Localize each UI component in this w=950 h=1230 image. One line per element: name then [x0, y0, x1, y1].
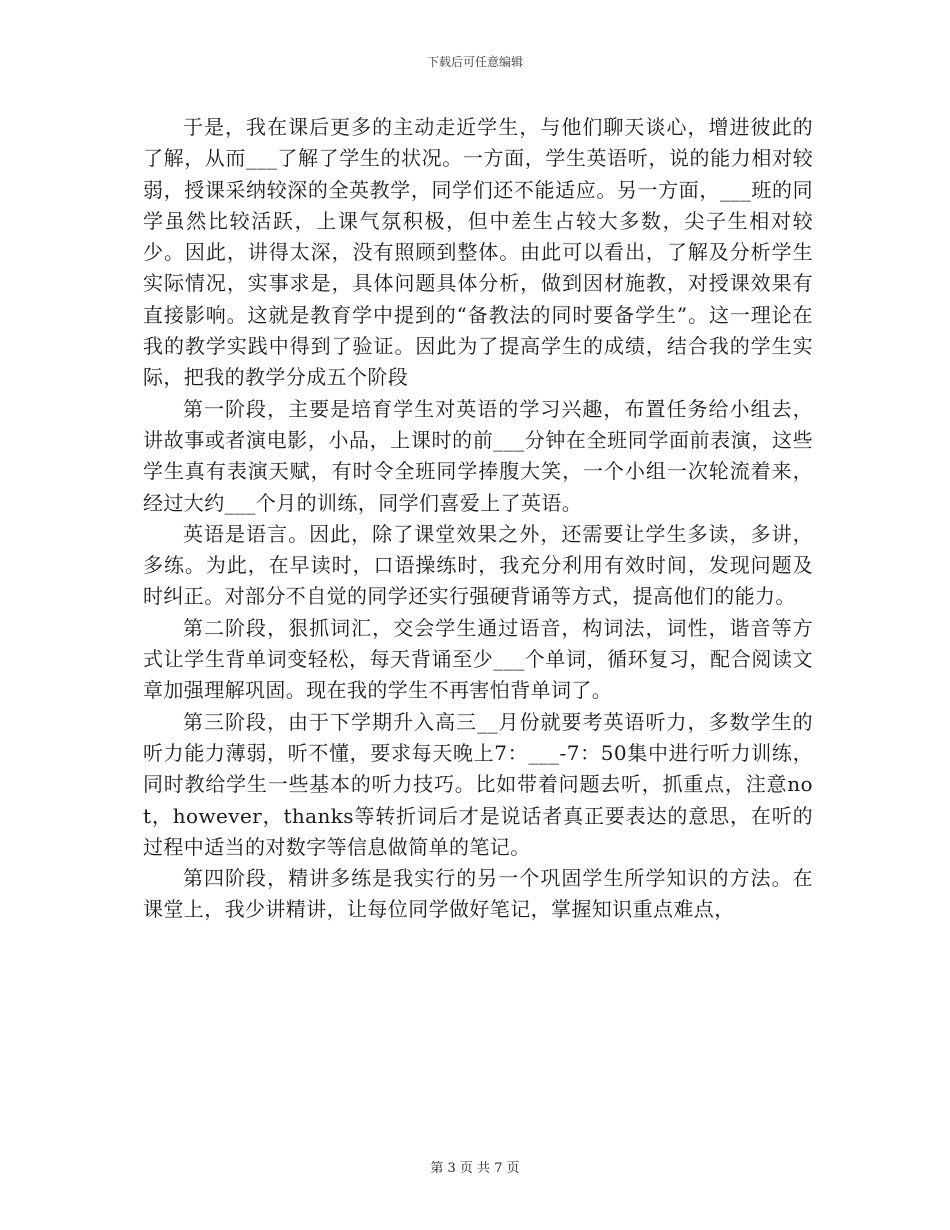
document-body	[143, 112, 813, 926]
page-header: 下载后可任意编辑	[426, 55, 523, 69]
paragraph: 英语是语言。因此，除了课堂效果之外，还需要让学生多读，多讲，多练。为此，在早读时，口语操练时，我充分利用有效时间，发现问题及时纠正。对部分不自觉的同学还实行强硬背诵等方式，提高他们的能力。	[143, 521, 813, 609]
page-number-footer: 第 3 页 共 7 页	[430, 1161, 520, 1176]
paragraph: 第四阶段，精讲多练是我实行的另一个巩固学生所学知识的方法。在课堂上，我少讲精讲，让每位同学做好笔记，掌握知识重点难点，	[143, 866, 813, 922]
paragraph: 第二阶段，狠抓词汇，交会学生通过语音，构词法，词性，谐音等方式让学生背单词变轻松，每天背诵至少___个单词，循环复习，配合阅读文章加强理解巩固。现在我的学生不再害怕背单词了。	[143, 615, 813, 703]
paragraph: 第三阶段，由于下学期升入高三__月份就要考英语听力，多数学生的听力能力薄弱，听不懂，要求每天晚上7：___-7：50集中进行听力训练，同时教给学生一些基本的听力技巧。比如带着问题去听，抓重点，注意not，however，thanks等转折词后才是说话者真正要表达的意思，在听的过程中适当的对数字等信息做简单的笔记。	[143, 709, 813, 859]
paragraph: 于是，我在课后更多的主动走近学生，与他们聊天谈心，增进彼此的了解，从而___了解了学生的状况。一方面，学生英语听，说的能力相对较弱，授课采纳较深的全英教学，同学们还不能适应。另一方面，___班的同学虽然比较活跃，上课气氛积极，但中差生占较大多数，尖子生相对较少。因此，讲得太深，没有照顾到整体。由此可以看出，了解及分析学生实际情况，实事求是，具体问题具体分析，做到因材施教，对授课效果有直接影响。这就是教育学中提到的“备教法的同时要备学生”。这一理论在我的教学实践中得到了验证。因此为了提高学生的成绩，结合我的学生实际，把我的教学分成五个阶段	[143, 115, 813, 390]
paragraph: 第一阶段，主要是培育学生对英语的学习兴趣，布置任务给小组去，讲故事或者演电影，小品，上课时的前___分钟在全班同学面前表演，这些学生真有表演天赋，有时令全班同学捧腹大笑，一个小组一次轮流着来，经过大约___个月的训练，同学们喜爱上了英语。	[143, 396, 813, 515]
